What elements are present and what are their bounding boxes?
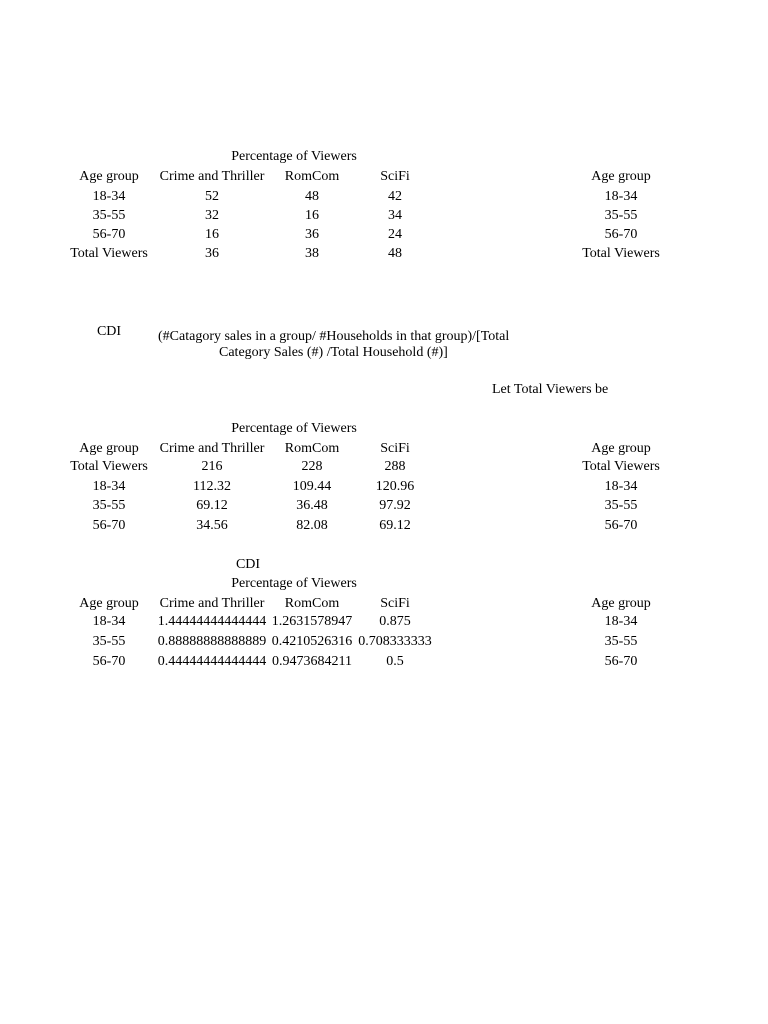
table-cell: 0.875: [379, 614, 411, 629]
table-cell: 0.9473684211: [272, 654, 352, 669]
section3-header-crime-thriller: Crime and Thriller: [159, 596, 265, 611]
section3-cdi-label: CDI: [235, 557, 261, 572]
section2-header-romcom: RomCom: [284, 441, 340, 456]
table-cell: 0.4210526316: [271, 634, 353, 649]
section1-header-scifi: SciFi: [380, 169, 410, 184]
table-cell: 35-55: [92, 498, 126, 513]
table-cell: 1.2631578947: [271, 614, 353, 629]
table-cell: 18-34: [604, 189, 638, 204]
table-cell: 288: [384, 459, 406, 474]
table-cell: 56-70: [92, 227, 126, 242]
table-cell: 36: [305, 227, 319, 242]
section3-title: Percentage of Viewers: [231, 576, 357, 591]
table-cell: 16: [205, 227, 219, 242]
table-cell: 0.5: [386, 654, 404, 669]
table-cell: 69.12: [196, 498, 228, 513]
table-cell: 42: [388, 189, 402, 204]
table-cell: 109.44: [292, 479, 332, 494]
table-cell: 0.708333333: [358, 634, 432, 649]
table-cell: 18-34: [604, 479, 638, 494]
table-cell: 56-70: [92, 518, 126, 533]
section1-header-age-group: Age group: [79, 169, 139, 184]
section1-header-romcom: RomCom: [284, 169, 340, 184]
table-cell: 35-55: [604, 634, 638, 649]
table-cell: 97.92: [379, 498, 411, 513]
table-cell: 120.96: [375, 479, 415, 494]
cdi-formula-line2: Category Sales (#) /Total Household (#)]: [219, 345, 448, 360]
table-cell: 56-70: [92, 654, 126, 669]
section3-right-header: Age group: [591, 596, 651, 611]
table-cell: 36: [205, 246, 219, 261]
table-cell: 56-70: [604, 654, 638, 669]
table-cell: 35-55: [92, 634, 126, 649]
section2-header-scifi: SciFi: [380, 441, 410, 456]
table-cell: 34: [388, 208, 402, 223]
table-cell: 216: [201, 459, 223, 474]
table-cell: 35-55: [604, 498, 638, 513]
table-cell: 48: [388, 246, 402, 261]
cdi-label: CDI: [96, 324, 122, 339]
table-cell: 18-34: [604, 614, 638, 629]
table-cell: 56-70: [604, 518, 638, 533]
section3-header-romcom: RomCom: [284, 596, 340, 611]
table-cell: Total Viewers: [582, 246, 660, 261]
table-cell: 52: [205, 189, 219, 204]
section2-title: Percentage of Viewers: [231, 421, 357, 436]
table-cell: 18-34: [92, 479, 126, 494]
table-cell: 35-55: [92, 208, 126, 223]
table-cell: Total Viewers: [70, 246, 148, 261]
section1-right-header: Age group: [591, 169, 651, 184]
table-cell: 0.44444444444444: [157, 654, 267, 669]
table-cell: 69.12: [379, 518, 411, 533]
section3-header-scifi: SciFi: [380, 596, 410, 611]
section1-header-crime-thriller: Crime and Thriller: [159, 169, 265, 184]
let-total-viewers: Let Total Viewers be: [492, 382, 609, 397]
table-cell: 35-55: [604, 208, 638, 223]
table-cell: 0.88888888888889: [157, 634, 267, 649]
table-cell: 32: [205, 208, 219, 223]
section2-header-crime-thriller: Crime and Thriller: [159, 441, 265, 456]
table-cell: 228: [301, 459, 323, 474]
table-cell: 18-34: [92, 189, 126, 204]
table-cell: 82.08: [296, 518, 328, 533]
cdi-formula-line1: (#Catagory sales in a group/ #Households in that group)/[Total: [158, 329, 510, 344]
section1-title: Percentage of Viewers: [231, 149, 357, 164]
section2-right-header: Age group: [591, 441, 651, 456]
table-cell: 16: [305, 208, 319, 223]
table-cell: Total Viewers: [70, 459, 148, 474]
table-cell: 36.48: [296, 498, 328, 513]
table-cell: 56-70: [604, 227, 638, 242]
table-cell: Total Viewers: [582, 459, 660, 474]
table-cell: 18-34: [92, 614, 126, 629]
section3-header-age-group: Age group: [79, 596, 139, 611]
table-cell: 34.56: [196, 518, 228, 533]
table-cell: 112.32: [193, 479, 231, 494]
table-cell: 24: [388, 227, 402, 242]
table-cell: 1.44444444444444: [157, 614, 267, 629]
table-cell: 48: [305, 189, 319, 204]
table-cell: 38: [305, 246, 319, 261]
section2-header-age-group: Age group: [79, 441, 139, 456]
